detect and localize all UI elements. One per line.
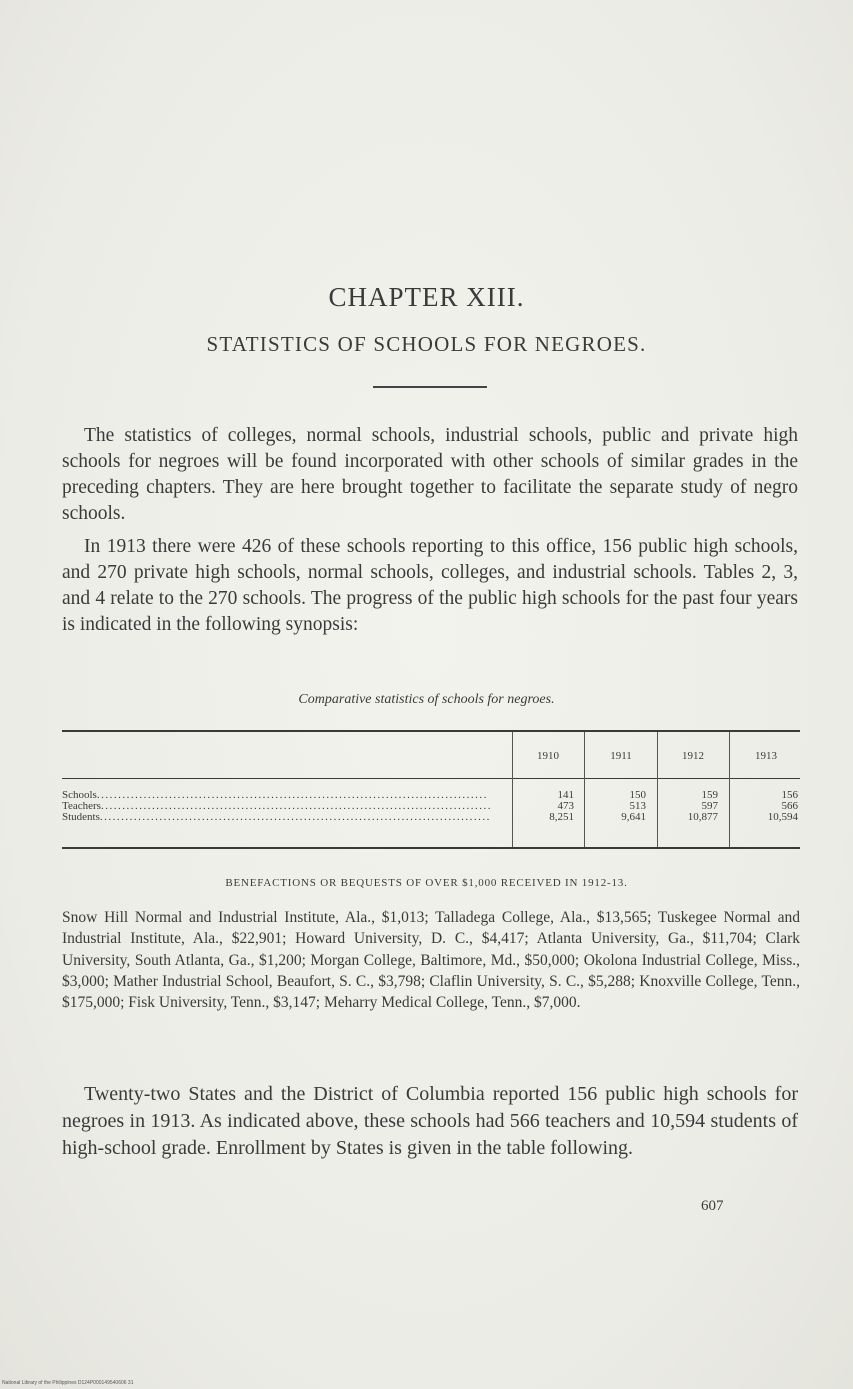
paragraph-synopsis <box>62 534 798 638</box>
benefactions-list <box>62 907 800 1013</box>
table-row-label: Teachers............................................................................................ <box>62 801 492 812</box>
paragraph-synopsis-text: In 1913 there were 426 of these schools reporting to this office, 156 public high schools, and 270 private high schools, normal schools, colleges, and industrial schools. Tables 2, 3, and 4 relate to the 270 schools. The progress of the public high schools for the past four years is indicated in the following synopsis: <box>62 536 798 635</box>
column-header-year: 1911 <box>610 750 632 762</box>
table-bottom-rule <box>62 847 800 849</box>
table-cell: 473 <box>557 800 574 812</box>
table-row-label: Schools............................................................................................ <box>62 790 488 801</box>
table-cell: 9,641 <box>621 811 646 823</box>
table-top-rule <box>62 730 800 732</box>
table-row-label: Students............................................................................................ <box>62 812 491 823</box>
table-cell: 10,594 <box>767 811 798 823</box>
table-header-rule <box>62 778 800 779</box>
table-cell: 8,251 <box>549 811 574 823</box>
table-cell: 150 <box>629 789 646 801</box>
paragraph-intro <box>62 423 798 527</box>
table-caption: Comparative statistics of schools for negroes. <box>298 692 555 707</box>
table-cell: 597 <box>701 800 718 812</box>
table-cell: 159 <box>701 789 718 801</box>
paragraph-enrollment <box>62 1081 798 1162</box>
table-cell: 10,877 <box>687 811 718 823</box>
paragraph-enrollment-text: Twenty-two States and the District of Columbia reported 156 public high schools for negroes in 1913. As indicated above, these schools had 566 teachers and 10,594 students of high-school grade. Enrollment by States is given in the table following. <box>62 1083 798 1159</box>
chapter-subtitle: STATISTICS OF SCHOOLS FOR NEGROES. <box>206 332 647 356</box>
column-header-year: 1912 <box>682 750 704 762</box>
column-header-year: 1910 <box>537 750 559 762</box>
column-header-year: 1913 <box>755 750 777 762</box>
chapter-title: CHAPTER XIII. <box>328 282 525 312</box>
benefactions-heading: BENEFACTIONS OR BEQUESTS OF OVER $1,000 RECEIVED IN 1912-13. <box>225 877 628 889</box>
paragraph-intro-text: The statistics of colleges, normal schools, industrial schools, public and private high schools for negroes will be found incorporated with other schools of similar grades in the preceding chapters. They are here brought together to facilitate the separate study of negro schools. <box>62 425 798 524</box>
library-footer: National Library of the Philippines D124P000149540606 31 <box>2 1380 134 1386</box>
title-divider <box>373 386 487 388</box>
page-number: 607 <box>701 1198 724 1214</box>
table-cell: 156 <box>781 789 798 801</box>
table-cell: 566 <box>781 800 798 812</box>
table-cell: 513 <box>629 800 646 812</box>
table-cell: 141 <box>557 789 574 801</box>
benefactions-text: Snow Hill Normal and Industrial Institute, Ala., $1,013; Talladega College, Ala., $13,565; Tuskegee Normal and Industrial Institute, Ala., $22,901; Howard University, D. C., $4,417; Atlanta University, Ga., $11,704; Clark University, South Atlanta, Ga., $1,200; Morgan College, Baltimore, Md., $50,000; Okolona Industrial College, Miss., $3,000; Mather Industrial School, Beaufort, S. C., $3,798; Claflin University, S. C., $5,288; Knoxville College, Tenn., $175,000; Fisk University, Tenn., $3,147; Meharry Medical College, Tenn., $7,000. <box>62 909 800 1012</box>
